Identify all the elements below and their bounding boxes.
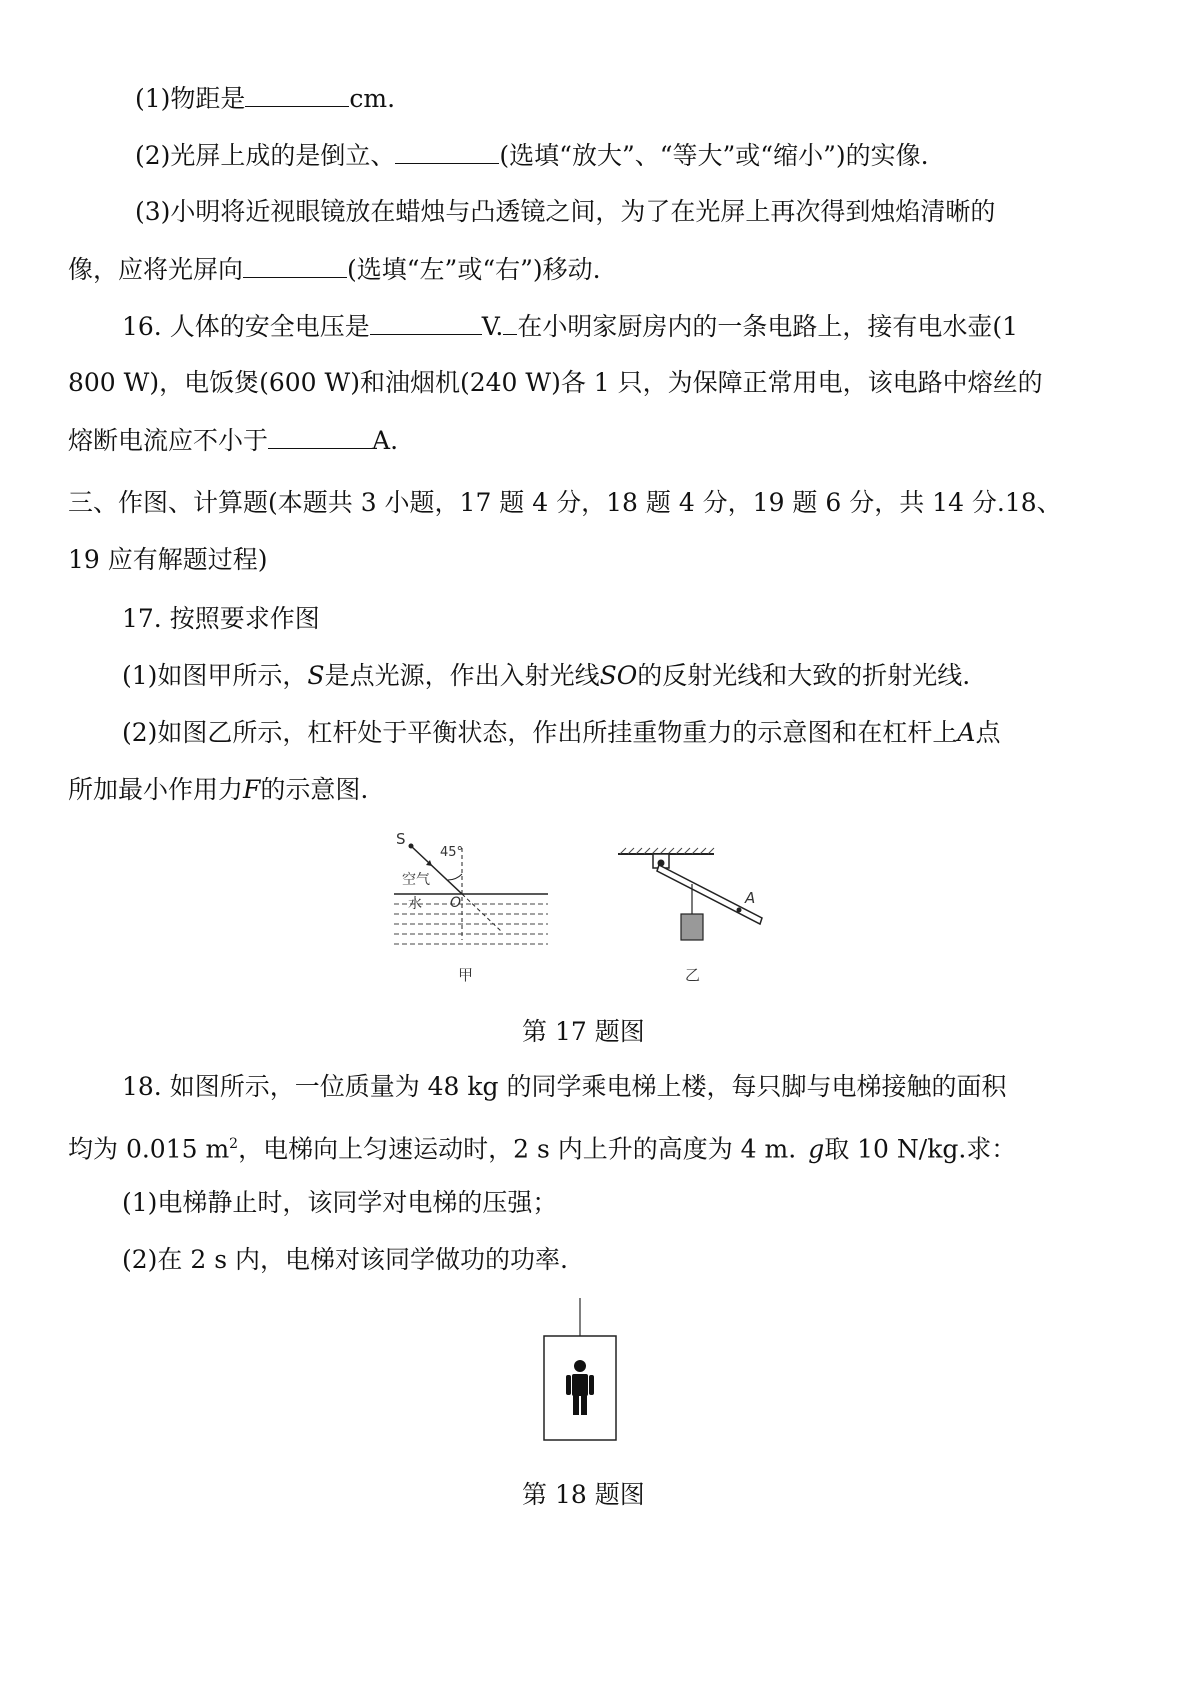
q16-line1: 16. 人体的安全电压是 V. 在小明家厨房内的一条电路上，接有电水壶(1	[122, 312, 1019, 341]
q17-part2: (2)如图乙所示，杠杆处于平衡状态，作出所挂重物重力的示意图和在杠杆上A点	[122, 718, 1001, 747]
label-A: A	[745, 889, 756, 907]
q15-part1: (1)物距是 cm.	[135, 84, 396, 113]
label-O: O	[450, 895, 462, 911]
q16-line3: 熔断电流应不小于 A.	[68, 426, 399, 455]
q17-part1: (1)如图甲所示，S是点光源，作出入射光线SO的反射光线和大致的折射光线.	[122, 661, 971, 690]
q15-part1-text: (1)物距是	[135, 84, 246, 113]
figure-yi-sublabel: 乙	[685, 966, 701, 984]
underline-mark	[503, 310, 517, 335]
q15-part2: (2)光屏上成的是倒立、 (选填“放大”、“等大”或“缩小”)的实像.	[135, 141, 929, 170]
q16-line2: 800 W)，电饭煲(600 W)和油烟机(240 W)各 1 只，为保障正常用电，该电路中熔丝的	[68, 368, 1043, 397]
answer-blank[interactable]	[243, 253, 347, 278]
point-A	[737, 908, 742, 913]
q17-part3: 所加最小作用力F的示意图.	[68, 775, 369, 804]
answer-blank[interactable]	[370, 310, 482, 335]
q18-figure-caption: 第 18 题图	[522, 1480, 645, 1509]
section3-heading-line2: 19 应有解题过程)	[68, 545, 268, 574]
answer-blank[interactable]	[268, 424, 372, 449]
label-water: 水	[408, 896, 422, 912]
q18-line2: 均为 0.015 $m^2$，电梯向上匀速运动时，2 s 内上升的高度为 4 m. g取 10 N/kg.求：	[68, 1134, 1017, 1164]
label-air: 空气	[402, 872, 430, 888]
q18-line1: 18. 如图所示，一位质量为 48 kg 的同学乘电梯上楼，每只脚与电梯接触的面积	[122, 1072, 1007, 1101]
q18-part1: (1)电梯静止时，该同学对电梯的压强；	[122, 1188, 558, 1217]
q15-part3-line2: 像，应将光屏向 (选填“左”或“右”)移动.	[68, 255, 601, 284]
hanging-weight	[681, 914, 703, 940]
angle-arc	[448, 874, 462, 880]
figure-jia-optics	[390, 828, 590, 988]
section3-heading-line1: 三、作图、计算题(本题共 3 小题，17 题 4 分，18 题 4 分，19 题 6 分，共 14 分.18、	[68, 488, 1062, 517]
answer-blank[interactable]	[245, 82, 349, 107]
q17-title: 17. 按照要求作图	[122, 604, 320, 633]
refracted-extension	[462, 894, 502, 932]
q15-part3-line1: (3)小明将近视眼镜放在蜡烛与凸透镜之间，为了在光屏上再次得到烛焰清晰的	[135, 197, 996, 226]
q18-part2: (2)在 2 s 内，电梯对该同学做功的功率.	[122, 1245, 568, 1274]
figure-yi-lever	[612, 828, 782, 988]
figure-jia-sublabel: 甲	[458, 966, 474, 984]
point-source-S	[409, 844, 414, 849]
answer-blank[interactable]	[395, 139, 499, 164]
label-angle: 45°	[440, 845, 464, 860]
figure-18-elevator	[525, 1296, 635, 1446]
q17-figure-caption: 第 17 题图	[522, 1017, 645, 1046]
label-S: S	[396, 830, 406, 848]
